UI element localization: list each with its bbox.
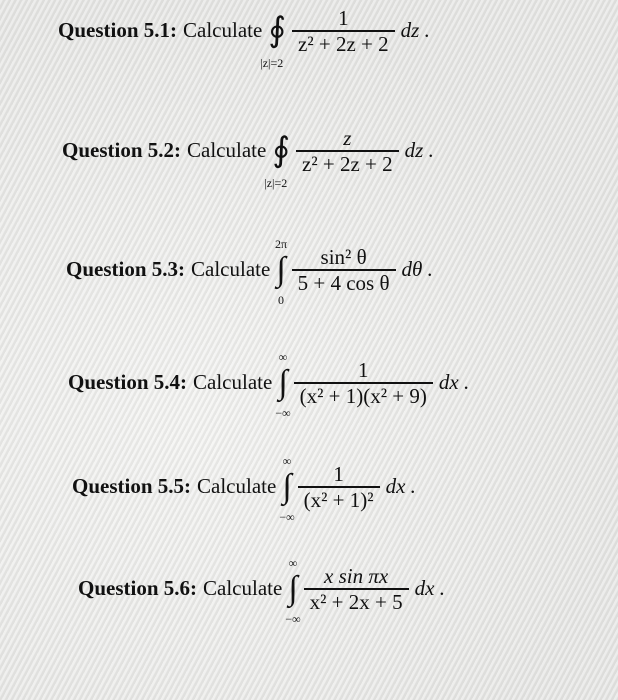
fraction-numerator: 1 bbox=[338, 6, 349, 30]
calculate-word: Calculate bbox=[191, 257, 271, 282]
integral-upper-limit: ∞ bbox=[288, 555, 298, 570]
question-5-1 bbox=[58, 6, 430, 70]
question-label: Question 5.4: bbox=[68, 370, 188, 395]
fraction-denominator: 5 + 4 cos θ bbox=[297, 270, 390, 295]
fraction-numerator: 1 bbox=[358, 358, 369, 382]
fraction bbox=[296, 126, 399, 176]
integral-lower-limit: |z|=2 bbox=[264, 175, 288, 190]
question-5-3 bbox=[66, 236, 433, 307]
differential: dx . bbox=[438, 370, 470, 395]
contour-integral-symbol: ∮ |z|=2 bbox=[264, 131, 291, 190]
fraction-denominator: x² + 2x + 5 bbox=[309, 589, 403, 614]
fraction-denominator: (x² + 1)² bbox=[303, 487, 374, 512]
fraction bbox=[294, 358, 433, 408]
integral-symbol: ∞ ∫ −∞ bbox=[279, 453, 295, 524]
integral-symbol: 2π ∫ 0 bbox=[274, 236, 287, 307]
question-label: Question 5.3: bbox=[66, 257, 186, 282]
differential: dx . bbox=[385, 474, 416, 499]
fraction-denominator: z² + 2z + 2 bbox=[302, 151, 393, 176]
integral-lower-limit: −∞ bbox=[285, 611, 301, 626]
differential: dx . bbox=[414, 576, 445, 601]
fraction bbox=[292, 6, 395, 56]
question-label: Question 5.1: bbox=[58, 18, 178, 43]
calculate-word: Calculate bbox=[203, 576, 283, 601]
integral-lower-limit: 0 bbox=[277, 292, 284, 307]
fraction bbox=[298, 462, 380, 512]
question-5-5 bbox=[72, 453, 416, 524]
fraction-numerator: sin² θ bbox=[320, 245, 367, 269]
calculate-word: Calculate bbox=[193, 370, 273, 395]
fraction-denominator: (x² + 1)(x² + 9) bbox=[299, 383, 427, 408]
calculate-word: Calculate bbox=[187, 138, 267, 163]
question-5-6 bbox=[78, 555, 445, 626]
calculate-word: Calculate bbox=[197, 474, 277, 499]
integral-lower-limit: −∞ bbox=[275, 405, 291, 420]
differential: dθ . bbox=[401, 257, 433, 282]
integral-symbol: ∞ ∫ −∞ bbox=[275, 349, 291, 420]
contour-integral-symbol: ∮ |z|=2 bbox=[260, 11, 287, 70]
integral-symbol: ∞ ∫ −∞ bbox=[285, 555, 301, 626]
differential: dz . bbox=[400, 18, 430, 43]
fraction bbox=[304, 564, 409, 614]
question-label: Question 5.5: bbox=[72, 474, 192, 499]
fraction-numerator: x sin πx bbox=[324, 564, 389, 588]
fraction-numerator: 1 bbox=[333, 462, 344, 486]
integral-upper-limit: 2π bbox=[274, 236, 287, 251]
integral-upper-limit: ∞ bbox=[278, 349, 288, 364]
fraction-numerator: z bbox=[343, 126, 352, 150]
question-label: Question 5.6: bbox=[78, 576, 198, 601]
integral-lower-limit: |z|=2 bbox=[260, 55, 284, 70]
fraction bbox=[292, 245, 396, 295]
question-label: Question 5.2: bbox=[62, 138, 182, 163]
question-5-4 bbox=[68, 349, 470, 420]
integral-upper-limit: ∞ bbox=[282, 453, 292, 468]
question-5-2 bbox=[62, 126, 434, 190]
integral-lower-limit: −∞ bbox=[279, 509, 295, 524]
differential: dz . bbox=[404, 138, 434, 163]
calculate-word: Calculate bbox=[183, 18, 263, 43]
fraction-denominator: z² + 2z + 2 bbox=[298, 31, 389, 56]
